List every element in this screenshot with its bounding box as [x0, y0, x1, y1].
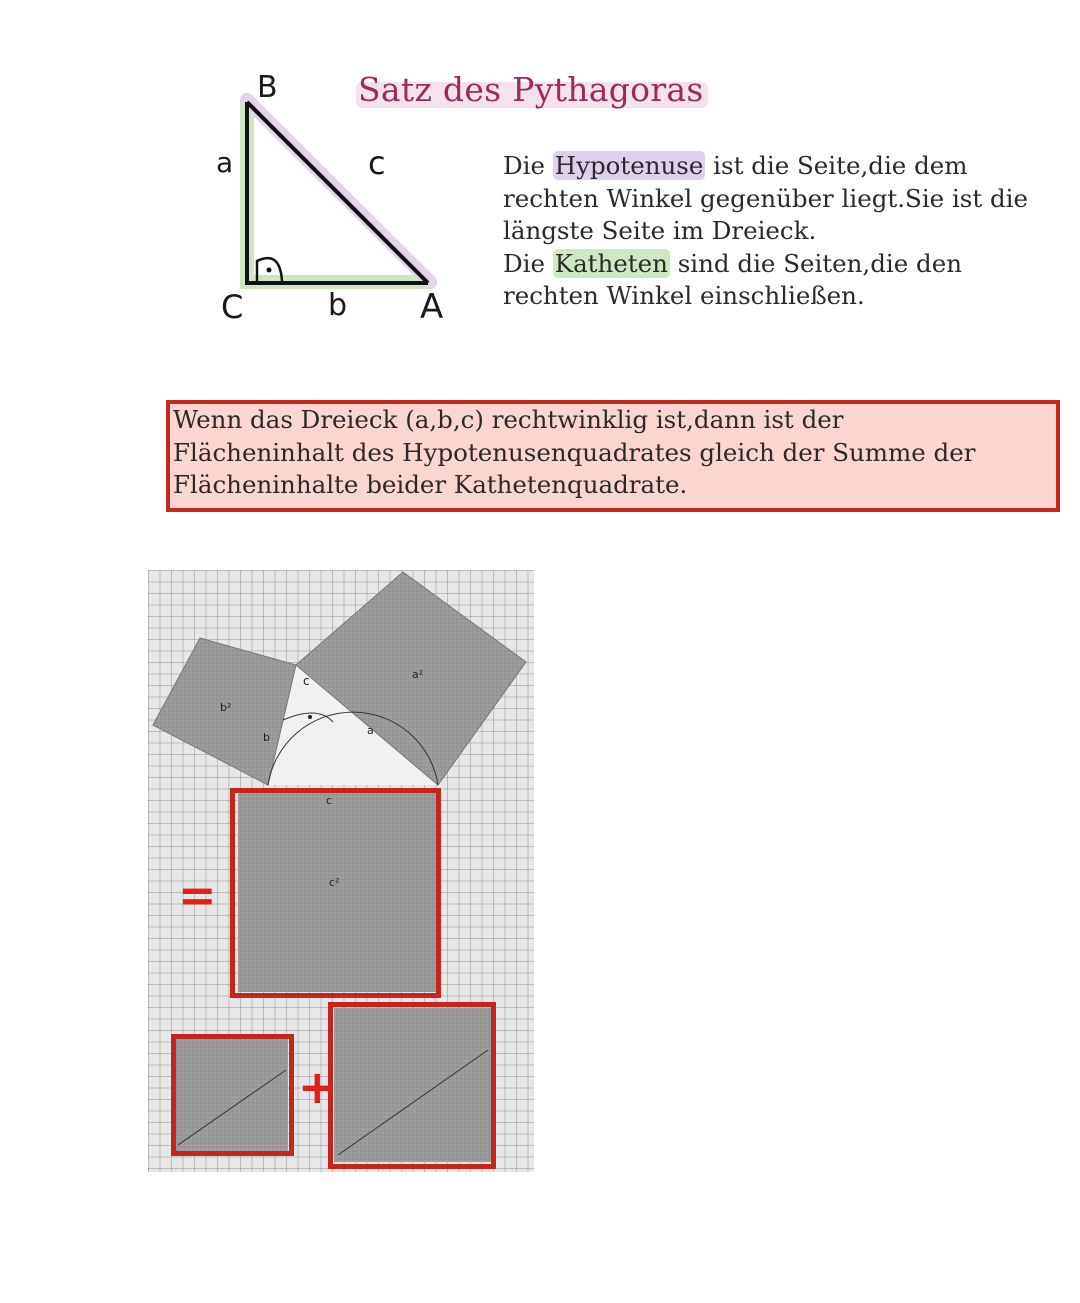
vertex-b-label: B: [257, 70, 278, 105]
description-line-3: längste Seite im Dreieck.: [503, 216, 817, 245]
description-text: [503, 150, 1073, 313]
equals-sign: =: [178, 868, 217, 922]
photo-label-c-top: c: [303, 674, 310, 688]
c2-highlight-box: [230, 788, 441, 998]
theorem-text: [173, 404, 975, 502]
side-a-label: a: [216, 146, 234, 179]
page-title: Satz des Pythagoras: [358, 70, 704, 109]
photo-label-a2: a²: [412, 668, 424, 681]
description-line-2: rechten Winkel gegenüber liegt.Sie ist die: [503, 183, 1029, 213]
photo-label-c2: c²: [329, 876, 340, 889]
side-c-label: c: [368, 144, 386, 182]
hypotenuse-term: Hypotenuse: [554, 151, 704, 180]
hypotenuse-line: [247, 102, 428, 283]
photo-label-c-square: c: [326, 794, 333, 807]
description-line-5: rechten Winkel einschließen.: [503, 281, 865, 310]
small-square-highlight-box: [171, 1034, 294, 1156]
plus-sign: +: [298, 1060, 337, 1114]
right-angle-dot: [267, 268, 272, 273]
photo-right-angle-dot: [308, 715, 312, 719]
photo-label-a: a: [367, 724, 374, 737]
vertex-a-label: A: [420, 287, 444, 327]
photo-label-b2: b²: [220, 701, 232, 714]
description-line-4: Die Katheten sind die Seiten,die den: [503, 248, 962, 278]
theorem-line-3: Flächeninhalte beider Kathetenquadrate.: [173, 470, 688, 499]
description-line-1: Die Hypotenuse ist die Seite,die dem: [503, 151, 968, 180]
medium-square-highlight-box: [328, 1002, 496, 1169]
side-b-label: b: [328, 288, 348, 323]
theorem-line-2: Flächeninhalt des Hypotenusenquadrates gleich der Summe der: [173, 437, 976, 467]
vertex-c-label: C: [221, 288, 244, 326]
katheten-term: Katheten: [554, 248, 668, 278]
theorem-line-1: Wenn das Dreieck (a,b,c) rechtwinklig ist,dann ist der: [173, 405, 844, 434]
photo-label-b: b: [263, 731, 270, 744]
